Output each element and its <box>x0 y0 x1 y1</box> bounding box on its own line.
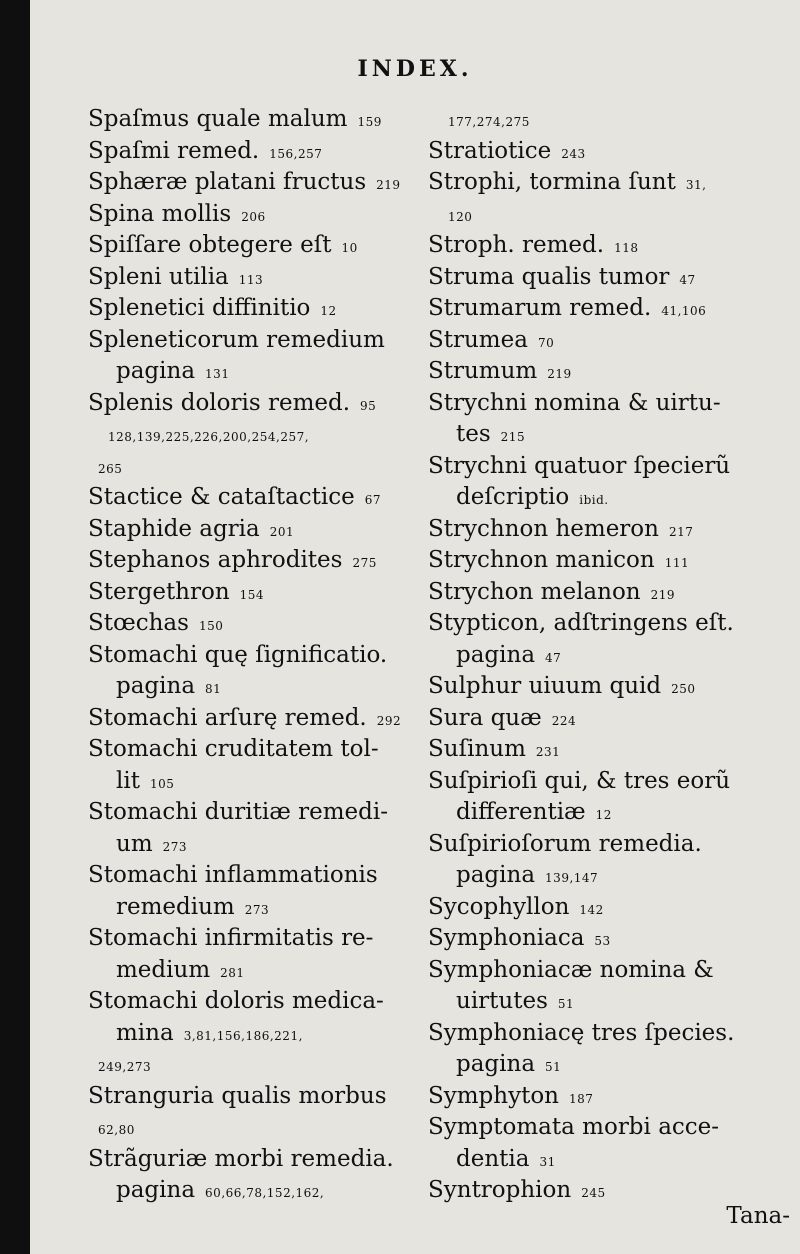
page-reference: 53 <box>594 934 611 948</box>
index-term: Strophi, tormina ſunt <box>428 169 676 195</box>
index-entry <box>116 356 448 389</box>
index-entry <box>88 1049 448 1082</box>
index-term: Spaſmi remed. <box>88 137 260 164</box>
index-entry <box>428 923 798 956</box>
book-spine-shadow <box>0 0 30 1254</box>
page-reference: 224 <box>551 713 577 728</box>
index-term: Stypticon, adſtringens eſt. <box>428 610 734 636</box>
index-term: um <box>116 830 153 857</box>
index-term: Suſinum <box>428 736 526 762</box>
page-reference: 67 <box>364 493 382 507</box>
index-entry <box>88 734 448 767</box>
index-entry <box>428 136 798 169</box>
index-entry <box>88 230 448 263</box>
index-entry <box>88 703 448 736</box>
page-reference: 150 <box>198 619 224 633</box>
index-term: Sycophyllon <box>428 893 570 920</box>
index-term: Strãguriæ morbi remedia. <box>88 1145 394 1172</box>
index-entry <box>88 797 448 830</box>
index-term: Symphoniaca <box>428 925 585 951</box>
page-reference: 231 <box>535 745 561 759</box>
index-term: Staphide agria <box>88 515 260 542</box>
page-reference: 201 <box>269 524 295 539</box>
index-entry <box>428 1018 798 1051</box>
index-entry <box>88 514 448 547</box>
index-entry <box>428 703 798 736</box>
index-entry <box>116 1018 448 1051</box>
index-entry <box>456 482 798 515</box>
page-reference: 217 <box>668 524 694 539</box>
index-entry <box>88 1081 448 1114</box>
index-term: pagina <box>456 641 536 668</box>
index-term: Symphyton <box>428 1082 559 1109</box>
index-entry <box>428 388 798 421</box>
index-entry <box>88 262 448 295</box>
index-entry <box>88 451 448 484</box>
index-term: Stergethron <box>88 578 230 605</box>
index-entry <box>438 199 798 232</box>
index-entry <box>88 860 448 893</box>
page-reference: 51 <box>557 997 575 1011</box>
index-term: Strumum <box>428 358 538 384</box>
index-term: Stomachi duritiæ remedi- <box>88 799 389 825</box>
index-term: uirtutes <box>456 988 548 1014</box>
page-reference: 41,106 <box>661 304 707 318</box>
index-term: Stomachi cruditatem tol- <box>88 736 379 762</box>
index-term: dentia <box>456 1145 530 1172</box>
index-entry <box>116 671 448 704</box>
index-term: Suſpirioſi qui, & tres eorũ <box>428 767 731 794</box>
index-term: Stomachi doloris medica- <box>88 988 384 1014</box>
index-term: Strychnon hemeron <box>428 515 659 542</box>
index-term: Stomachi quę ſignificatio. <box>88 641 388 668</box>
index-term: deſcriptio <box>456 484 570 510</box>
index-entry <box>428 892 798 925</box>
index-page <box>30 0 800 1254</box>
index-term: pagina <box>456 1051 536 1077</box>
index-term: Strumea <box>428 326 528 353</box>
index-entry <box>88 640 448 673</box>
page-reference: 113 <box>238 272 264 287</box>
index-entry <box>88 923 448 956</box>
page-reference: 47 <box>545 650 562 665</box>
index-term: Syntrophion <box>428 1177 572 1203</box>
page-reference: 219 <box>650 587 676 602</box>
page-reference: 156,257 <box>269 146 323 161</box>
page-reference: 81 <box>205 682 222 696</box>
index-term: Sphæræ platani fructus <box>88 169 367 195</box>
page-reference: 111 <box>664 556 690 570</box>
page-reference: 243 <box>561 146 586 161</box>
page-reference: 249,273 <box>98 1060 152 1074</box>
page-reference: 51 <box>545 1060 562 1074</box>
index-term: Stratiotice <box>428 137 552 164</box>
index-term: remedium <box>116 893 235 920</box>
index-entry <box>428 1112 798 1145</box>
index-entry <box>116 766 448 799</box>
index-entry <box>428 608 798 641</box>
page-reference: 273 <box>162 839 188 854</box>
page-reference: 10 <box>341 241 358 255</box>
index-term: Spina mollis <box>88 200 232 227</box>
page-header: INDEX. <box>357 56 473 82</box>
page-reference: 120 <box>448 209 473 224</box>
index-entry <box>88 545 448 578</box>
page-reference: 47 <box>679 272 696 287</box>
index-entry <box>88 325 448 358</box>
index-term: Sura quæ <box>428 704 542 731</box>
index-term: Spiſſare obtegere eſt <box>88 232 332 258</box>
index-term: Symphoniacę tres ſpecies. <box>428 1019 735 1046</box>
page-reference: 95 <box>360 398 377 413</box>
index-term: Spaſmus quale malum <box>88 106 348 132</box>
index-entry <box>428 545 798 578</box>
index-entry <box>88 986 448 1019</box>
page-reference: 131 <box>205 367 230 381</box>
index-entry <box>428 167 798 200</box>
index-entry <box>88 577 448 610</box>
index-entry <box>428 262 798 295</box>
index-entry <box>428 734 798 767</box>
index-term: Suſpirioſorum remedia. <box>428 830 702 857</box>
index-term: pagina <box>116 358 196 384</box>
index-term: Strychnon manicon <box>428 547 655 573</box>
index-term: tes <box>456 421 491 447</box>
page-reference: 275 <box>352 556 377 570</box>
index-term: Stroph. remed. <box>428 232 605 258</box>
page-reference: 142 <box>579 902 604 917</box>
page-reference: 245 <box>581 1186 606 1200</box>
index-term: Stœchas <box>88 610 189 636</box>
index-term: Strychni quatuor ſpecierũ <box>428 452 731 479</box>
index-entry <box>88 482 448 515</box>
index-term: Spleneticorum remedium <box>88 326 385 353</box>
index-entry <box>116 955 448 988</box>
index-term: pagina <box>456 862 536 888</box>
page-reference: 187 <box>569 1091 594 1106</box>
page-reference: 31 <box>539 1154 556 1169</box>
index-entry <box>428 577 798 610</box>
index-term: Symphoniacæ nomina & <box>428 956 714 983</box>
index-term: pagina <box>116 673 196 699</box>
index-term: Stranguria qualis morbus <box>88 1082 387 1109</box>
index-term: Stomachi inflammationis <box>88 862 378 888</box>
index-term: Strychni nomina & uirtu- <box>428 389 721 416</box>
page-reference: 62,80 <box>98 1123 135 1137</box>
index-entry <box>428 293 798 326</box>
index-term: mina <box>116 1019 174 1046</box>
index-entry <box>428 514 798 547</box>
index-term: Symptomata morbi acce- <box>428 1114 720 1140</box>
index-term: Spleni utilia <box>88 263 229 290</box>
index-term: lit <box>116 767 140 794</box>
index-term: Stomachi arſurę remed. <box>88 704 367 731</box>
index-entry <box>88 167 448 200</box>
index-term: Stephanos aphrodites <box>88 547 343 573</box>
catchword: Tana- <box>726 1203 790 1229</box>
page-reference: 12 <box>320 304 337 318</box>
page-reference: 219 <box>376 178 401 192</box>
index-entry <box>428 356 798 389</box>
index-entry <box>456 1049 798 1082</box>
index-term: Stactice & cataſtactice <box>88 484 355 510</box>
page-reference: 154 <box>239 587 265 602</box>
page-reference: 3,81,156,186,221, <box>183 1028 303 1043</box>
index-entry <box>428 766 798 799</box>
index-term: differentiæ <box>456 799 586 825</box>
page-reference: ibid. <box>579 493 609 507</box>
index-entry <box>428 1081 798 1114</box>
index-entry <box>88 104 448 137</box>
index-term: Splenetici diffinitio <box>88 295 311 321</box>
index-entry <box>428 325 798 358</box>
index-entry <box>456 640 798 673</box>
page-reference: 215 <box>500 430 526 444</box>
page-reference: 139,147 <box>545 871 599 885</box>
index-term: Stomachi infirmitatis re- <box>88 925 374 951</box>
page-reference: 273 <box>244 902 270 917</box>
index-entry <box>456 986 798 1019</box>
index-entry <box>428 829 798 862</box>
index-term: Splenis doloris remed. <box>88 389 351 416</box>
page-reference: 105 <box>149 776 175 791</box>
index-entry <box>88 1144 448 1177</box>
index-term: pagina <box>116 1177 196 1203</box>
page-reference: 250 <box>671 682 696 696</box>
page-reference: 177,274,275 <box>448 115 530 129</box>
index-entry <box>116 1175 448 1208</box>
index-entry <box>98 419 448 452</box>
index-term: Strumarum remed. <box>428 295 652 321</box>
index-entry <box>438 104 798 137</box>
page-reference: 128,139,225,226,200,254,257, <box>108 430 310 444</box>
index-entry <box>116 829 448 862</box>
page-reference: 206 <box>241 209 266 224</box>
index-entry <box>456 797 798 830</box>
page-reference: 219 <box>547 367 572 381</box>
page-reference: 70 <box>537 335 555 350</box>
index-term: Struma qualis tumor <box>428 263 670 290</box>
index-entry <box>88 388 448 421</box>
page-reference: 292 <box>376 713 402 728</box>
index-term: Strychon melanon <box>428 578 641 605</box>
index-entry <box>88 1112 448 1145</box>
page-reference: 265 <box>98 461 123 476</box>
index-entry <box>88 136 448 169</box>
page-reference: 159 <box>357 115 382 129</box>
page-reference: 118 <box>614 241 639 255</box>
page-reference: 12 <box>595 808 612 822</box>
index-term: Sulphur uiuum quid <box>428 673 662 699</box>
index-entry <box>456 419 798 452</box>
index-term: medium <box>116 956 211 983</box>
index-entry <box>428 230 798 263</box>
index-entry <box>88 199 448 232</box>
page-reference: 31, <box>685 178 707 192</box>
page-reference: 281 <box>220 965 245 980</box>
index-entry <box>116 892 448 925</box>
page-reference: 60,66,78,152,162, <box>205 1186 325 1200</box>
index-entry <box>456 1144 798 1177</box>
index-entry <box>428 671 798 704</box>
index-entry <box>428 955 798 988</box>
index-entry <box>88 293 448 326</box>
index-entry <box>428 451 798 484</box>
index-entry <box>88 608 448 641</box>
index-entry <box>456 860 798 893</box>
